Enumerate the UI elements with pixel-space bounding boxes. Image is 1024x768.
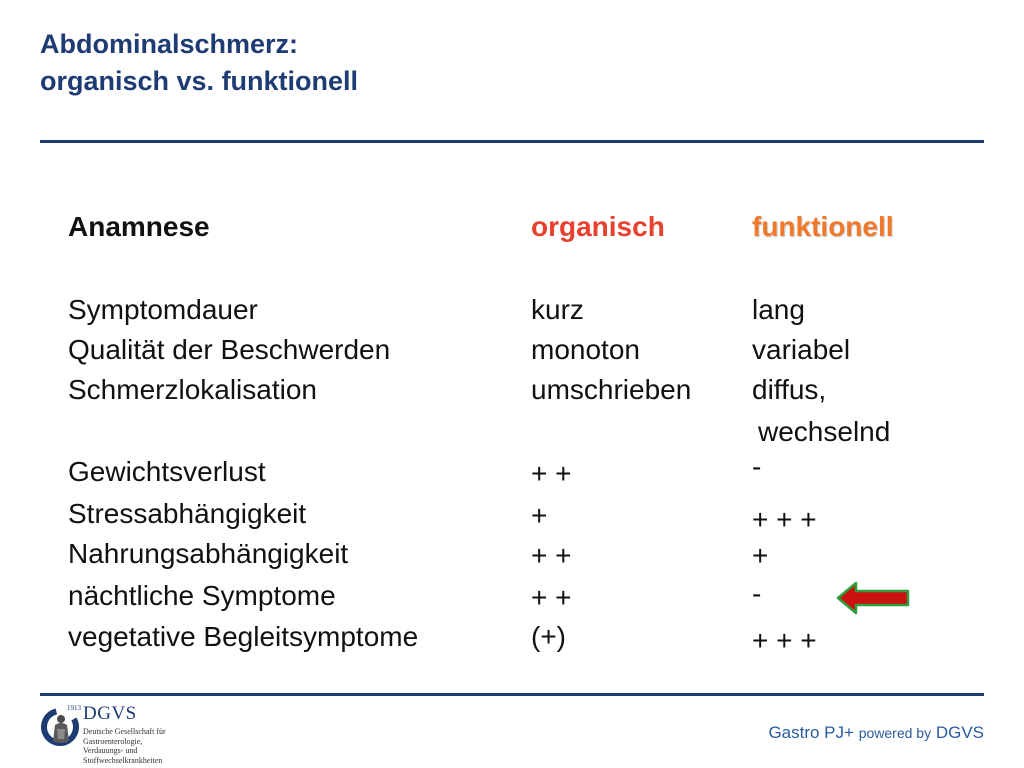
dgvs-logo xyxy=(40,703,200,765)
row-label: Stressabhängigkeit xyxy=(68,498,307,529)
row-label: Schmerzlokalisation xyxy=(68,374,317,405)
logo-subtitle-line: Stoffwechselkrankheiten xyxy=(83,755,163,765)
bottom-divider xyxy=(40,693,984,696)
row-organic: kurz xyxy=(531,294,584,325)
row-organic: + xyxy=(531,500,548,531)
logo-subtitle-line: Gastroenterologie, xyxy=(83,736,143,746)
row-functional-continued: wechselnd xyxy=(758,416,891,447)
row-functional: - xyxy=(752,578,762,609)
row-label: nächtliche Symptome xyxy=(68,580,336,611)
logo-year: 1913 xyxy=(67,704,81,712)
logo-name: DGVS xyxy=(83,703,137,724)
logo-subtitle-line: Verdauungs- und xyxy=(83,746,138,755)
row-functional: lang xyxy=(752,294,805,325)
header-organisch: organisch xyxy=(531,211,665,242)
logo-subtitle xyxy=(83,727,166,765)
row-organic: + + xyxy=(531,540,572,571)
footer-credit xyxy=(768,723,984,743)
header-anamnese: Anamnese xyxy=(68,211,210,242)
row-label: Gewichtsverlust xyxy=(68,456,266,487)
header-funktionell: funktionell xyxy=(752,211,894,242)
row-organic: + + xyxy=(531,458,572,489)
row-label: Symptomdauer xyxy=(68,294,258,325)
row-functional: variabel xyxy=(752,334,851,365)
title-line-1: Abdominalschmerz: xyxy=(40,29,299,59)
row-organic: + + xyxy=(531,582,572,613)
row-functional: diffus, xyxy=(752,374,827,405)
row-functional: + + + xyxy=(752,504,817,535)
left-arrow-icon xyxy=(836,580,912,616)
row-functional: + xyxy=(752,540,769,571)
logo-subtitle-line: Deutsche Gesellschaft für xyxy=(83,727,166,736)
row-label: vegetative Begleitsymptome xyxy=(68,621,419,652)
row-label: Qualität der Beschwerden xyxy=(68,334,391,365)
row-organic: umschrieben xyxy=(531,374,692,405)
footer-part-2: powered by xyxy=(858,725,932,741)
footer-part-3: DGVS xyxy=(935,723,984,742)
row-label: Nahrungsabhängigkeit xyxy=(68,538,349,569)
title-line-2: organisch vs. funktionell xyxy=(40,66,359,96)
row-organic: monoton xyxy=(531,334,640,365)
row-functional: - xyxy=(752,451,762,482)
footer-part-1: Gastro PJ+ xyxy=(768,723,854,742)
row-organic: (+) xyxy=(531,621,566,652)
row-functional: + + + xyxy=(752,625,817,656)
